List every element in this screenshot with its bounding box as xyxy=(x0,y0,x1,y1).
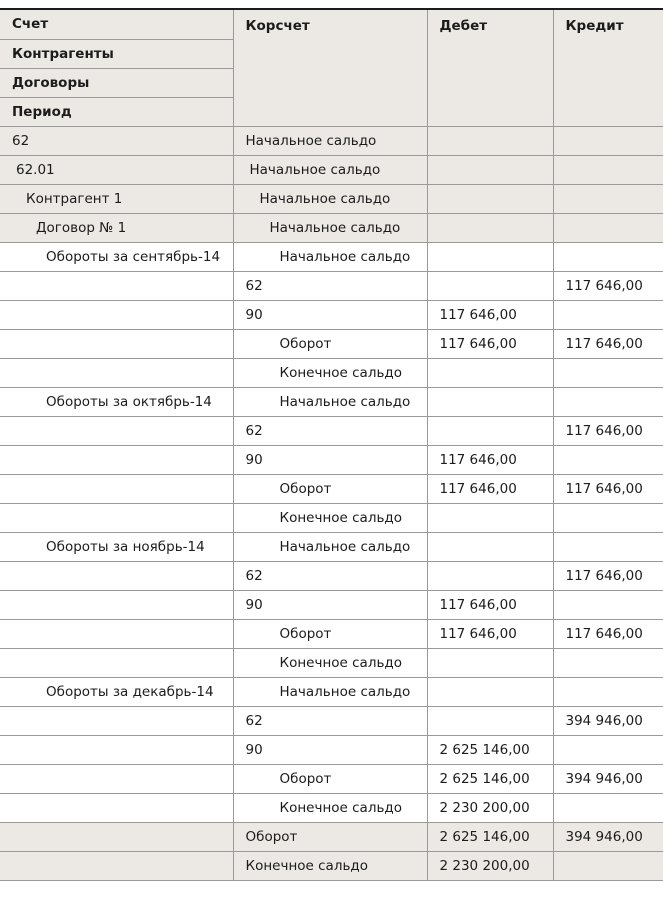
row-period xyxy=(0,445,233,474)
row-korschet: 62 xyxy=(233,706,427,735)
row-period xyxy=(0,793,233,822)
row-debet: 117 646,00 xyxy=(427,445,553,474)
row-kredit: 394 946,00 xyxy=(553,706,663,735)
row-debet xyxy=(427,213,553,242)
table-row xyxy=(0,271,663,300)
table-row xyxy=(0,155,663,184)
row-kredit xyxy=(553,793,663,822)
row-debet xyxy=(427,271,553,300)
row-korschet: 62 xyxy=(233,271,427,300)
total-row xyxy=(0,822,663,851)
table-row xyxy=(0,329,663,358)
table-row xyxy=(0,387,663,416)
row-debet xyxy=(427,561,553,590)
row-debet: 2 230 200,00 xyxy=(427,793,553,822)
row-period: Обороты за сентябрь-14 xyxy=(0,242,233,271)
total-label-blank xyxy=(0,822,233,851)
row-korschet: 90 xyxy=(233,735,427,764)
closing-label-blank xyxy=(0,851,233,880)
row-debet xyxy=(427,387,553,416)
row-period xyxy=(0,416,233,445)
row-kredit xyxy=(553,387,663,416)
table-body xyxy=(0,126,663,880)
row-korschet: Конечное сальдо xyxy=(233,648,427,677)
row-period: Обороты за октябрь-14 xyxy=(0,387,233,416)
row-korschet: 90 xyxy=(233,590,427,619)
row-debet: 117 646,00 xyxy=(427,474,553,503)
row-kredit xyxy=(553,184,663,213)
row-debet xyxy=(427,155,553,184)
row-period xyxy=(0,474,233,503)
row-debet xyxy=(427,358,553,387)
row-korschet: Начальное сальдо xyxy=(233,155,427,184)
row-account: Договор № 1 xyxy=(0,213,233,242)
row-kredit xyxy=(553,677,663,706)
row-debet: 2 625 146,00 xyxy=(427,764,553,793)
row-period xyxy=(0,590,233,619)
row-period xyxy=(0,648,233,677)
table-row xyxy=(0,764,663,793)
table-row xyxy=(0,474,663,503)
row-korschet: Начальное сальдо xyxy=(233,677,427,706)
table-row xyxy=(0,619,663,648)
table-row xyxy=(0,532,663,561)
row-kredit xyxy=(553,242,663,271)
row-kredit xyxy=(553,126,663,155)
row-korschet: Начальное сальдо xyxy=(233,532,427,561)
row-kredit: 117 646,00 xyxy=(553,561,663,590)
row-kredit xyxy=(553,503,663,532)
row-kredit: 117 646,00 xyxy=(553,416,663,445)
row-kredit: 117 646,00 xyxy=(553,474,663,503)
row-debet: 2 625 146,00 xyxy=(427,735,553,764)
row-korschet: Начальное сальдо xyxy=(233,387,427,416)
table-row xyxy=(0,242,663,271)
row-period xyxy=(0,503,233,532)
row-korschet: Начальное сальдо xyxy=(233,213,427,242)
row-kredit xyxy=(553,213,663,242)
total-korschet: Оборот xyxy=(233,822,427,851)
row-korschet: 62 xyxy=(233,561,427,590)
table-row xyxy=(0,503,663,532)
row-period xyxy=(0,271,233,300)
row-kredit xyxy=(553,300,663,329)
row-kredit xyxy=(553,155,663,184)
row-debet xyxy=(427,416,553,445)
row-korschet: Оборот xyxy=(233,764,427,793)
row-period xyxy=(0,706,233,735)
table-row xyxy=(0,735,663,764)
header-kontragenty: Контрагенты xyxy=(0,39,233,68)
row-kredit xyxy=(553,735,663,764)
row-korschet: Конечное сальдо xyxy=(233,358,427,387)
row-debet: 117 646,00 xyxy=(427,300,553,329)
row-korschet: 90 xyxy=(233,300,427,329)
row-period xyxy=(0,358,233,387)
total-kredit: 394 946,00 xyxy=(553,822,663,851)
row-kredit xyxy=(553,358,663,387)
row-period: Обороты за ноябрь-14 xyxy=(0,532,233,561)
row-korschet: Оборот xyxy=(233,474,427,503)
header-schet: Счет xyxy=(0,10,233,39)
row-debet xyxy=(427,503,553,532)
turnover-table xyxy=(0,10,663,881)
table-row xyxy=(0,358,663,387)
row-kredit xyxy=(553,648,663,677)
closing-debet: 2 230 200,00 xyxy=(427,851,553,880)
row-korschet: 62 xyxy=(233,416,427,445)
row-period xyxy=(0,735,233,764)
row-debet xyxy=(427,126,553,155)
table-row xyxy=(0,677,663,706)
row-korschet: Начальное сальдо xyxy=(233,184,427,213)
table-row xyxy=(0,213,663,242)
table-row xyxy=(0,184,663,213)
header-korschet: Корсчет xyxy=(233,10,427,126)
row-korschet: Начальное сальдо xyxy=(233,242,427,271)
row-account: Контрагент 1 xyxy=(0,184,233,213)
row-period xyxy=(0,561,233,590)
row-debet xyxy=(427,706,553,735)
total-debet: 2 625 146,00 xyxy=(427,822,553,851)
table-row xyxy=(0,793,663,822)
table-row xyxy=(0,445,663,474)
table-row xyxy=(0,416,663,445)
table-row xyxy=(0,300,663,329)
row-debet: 117 646,00 xyxy=(427,619,553,648)
row-kredit xyxy=(553,445,663,474)
row-period xyxy=(0,300,233,329)
row-debet: 117 646,00 xyxy=(427,329,553,358)
row-debet xyxy=(427,242,553,271)
row-debet xyxy=(427,648,553,677)
table-row xyxy=(0,590,663,619)
table-row xyxy=(0,561,663,590)
row-period xyxy=(0,619,233,648)
header-kredit: Кредит xyxy=(553,10,663,126)
closing-balance-row xyxy=(0,851,663,880)
row-period xyxy=(0,764,233,793)
row-account: 62 xyxy=(0,126,233,155)
row-kredit: 117 646,00 xyxy=(553,271,663,300)
row-korschet: Начальное сальдо xyxy=(233,126,427,155)
row-debet: 117 646,00 xyxy=(427,590,553,619)
row-debet xyxy=(427,184,553,213)
row-korschet: Оборот xyxy=(233,619,427,648)
row-kredit: 394 946,00 xyxy=(553,764,663,793)
table-row xyxy=(0,706,663,735)
header-period: Период xyxy=(0,97,233,126)
row-period: Обороты за декабрь-14 xyxy=(0,677,233,706)
row-korschet: Конечное сальдо xyxy=(233,503,427,532)
closing-kredit xyxy=(553,851,663,880)
row-korschet: 90 xyxy=(233,445,427,474)
row-kredit: 117 646,00 xyxy=(553,619,663,648)
table-header xyxy=(0,10,663,126)
table-row xyxy=(0,126,663,155)
row-korschet: Конечное сальдо xyxy=(233,793,427,822)
row-debet xyxy=(427,532,553,561)
header-debet: Дебет xyxy=(427,10,553,126)
header-dogovory: Договоры xyxy=(0,68,233,97)
row-kredit: 117 646,00 xyxy=(553,329,663,358)
row-kredit xyxy=(553,590,663,619)
row-account: 62.01 xyxy=(0,155,233,184)
row-period xyxy=(0,329,233,358)
row-debet xyxy=(427,677,553,706)
table-row xyxy=(0,648,663,677)
row-kredit xyxy=(553,532,663,561)
closing-korschet: Конечное сальдо xyxy=(233,851,427,880)
row-korschet: Оборот xyxy=(233,329,427,358)
